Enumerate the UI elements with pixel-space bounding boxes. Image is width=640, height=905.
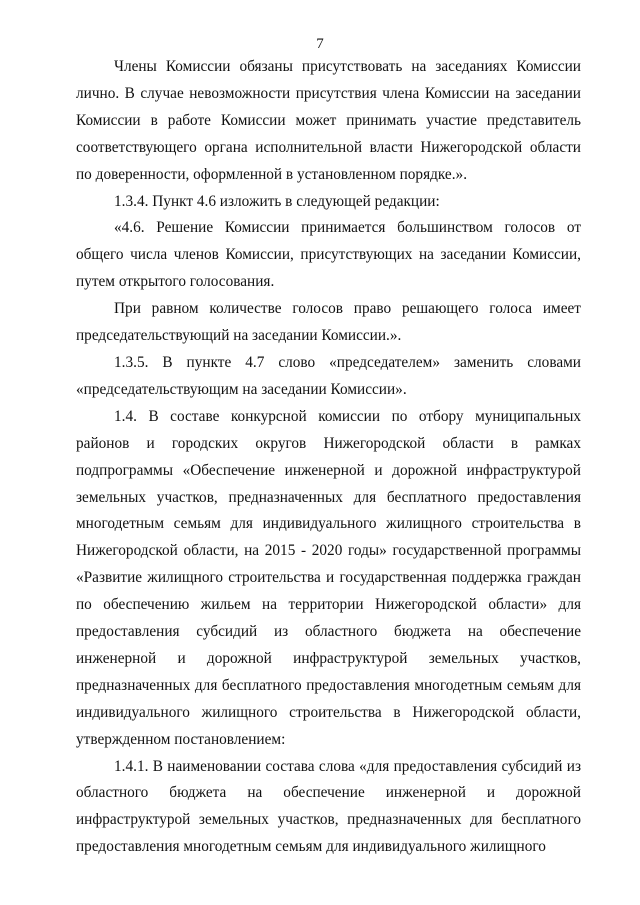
paragraph-1-3-4: 1.3.4. Пункт 4.6 изложить в следующей редакции: — [114, 192, 440, 210]
paragraph-4-6-decision: «4.6. Решение Комиссии принимается большинством голосов от общего числа членов Комиссии, присутствующих на заседании Комиссии, путем открытого голосования. — [76, 219, 581, 291]
paragraph-1-3-5: 1.3.5. В пункте 4.7 слово «председателем» заменить словами «председательствующим на заседании Комиссии». — [76, 353, 581, 398]
paragraph-1-4: 1.4. В составе конкурсной комиссии по отбору муниципальных районов и городских округов Нижегородской области в рамках подпрограммы «Обеспечение инженерной и дорожной инфраструктурой земельных участков, предназначенных для бесплатного предоставления многодетным семьям для индивидуального жилищного строительства в Нижегородской области, на 2015 - 2020 годы» государственной программы «Развитие жилищного строительства и государственная поддержка граждан по обеспечению жильем на территории Нижегородской области» для предоставления субсидий из областного бюджета на обеспечение инженерной и дорожной инфраструктурой земельных участков, предназначенных для бесплатного предоставления многодетным семьям для индивидуального жилищного строительства в Нижегородской области, утвержденном постановлением: — [76, 407, 581, 748]
paragraph-members-attendance: Члены Комиссии обязаны присутствовать на заседаниях Комиссии лично. В случае невозможности присутствия члена Комиссии на заседании Комиссии в работе Комиссии может принимать участие представитель соответствующего органа исполнительной власти Нижегородской области по доверенности, оформленной в установленном порядке.». — [76, 58, 581, 183]
document-body — [76, 54, 581, 861]
paragraph-1-4-1: 1.4.1. В наименовании состава слова «для предоставления субсидий из областного бюджета на обеспечение инженерной и дорожной инфраструктурой земельных участков, предназначенных для бесплатного предоставления многодетным семьям для индивидуального жилищного — [76, 757, 581, 856]
paragraph-equal-votes: При равном количестве голосов право решающего голоса имеет председательствующий на заседании Комиссии.». — [76, 300, 581, 345]
page-number: 7 — [316, 36, 324, 52]
